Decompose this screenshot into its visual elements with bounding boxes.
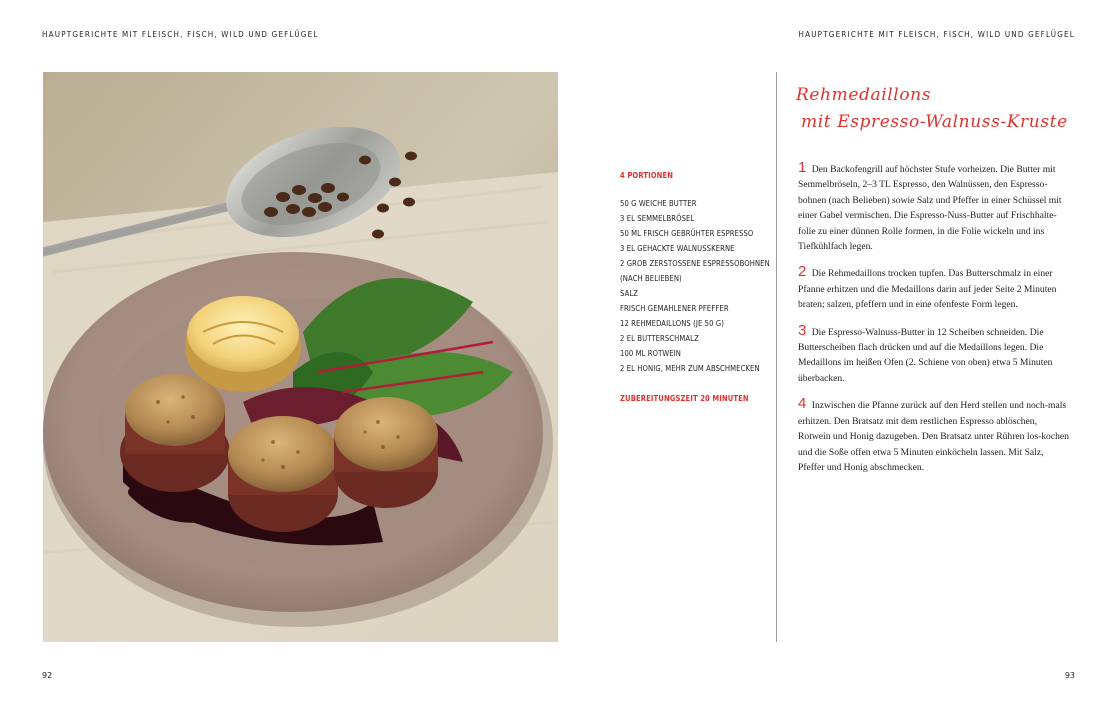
ingredient-item: 50 G WEICHE BUTTER <box>620 199 697 208</box>
ingredient-item: 3 EL SEMMELBRÖSEL <box>620 214 695 223</box>
ingredient-item: 2 GROB ZERSTOSSENE ESPRESSOBOHNEN <box>620 259 770 268</box>
ingredient-item: SALZ <box>620 289 639 298</box>
step-text: Inzwischen die Pfanne zurück auf den Herd stellen und noch-mals erhitzen. Den Bratsatz mit dem restlichen Espresso ablöschen, Rotwein und Honig dazugeben. Den Bratsatz unter Rühren los-kochen und die Soße offen etwa 5 Minuten einköcheln lassen. Mit Salz, Pfeffer und Honig abschmecken. <box>798 400 1069 473</box>
ingredient-item: 2 EL BUTTERSCHMALZ <box>620 334 699 343</box>
recipe-photo <box>43 72 558 642</box>
ingredient-item: (NACH BELIEBEN) <box>620 274 682 283</box>
prep-time: ZUBEREITUNGSZEIT 20 MINUTEN <box>620 394 749 403</box>
servings-label: 4 PORTIONEN <box>620 171 674 180</box>
column-divider <box>776 72 777 642</box>
step-number: 2 <box>798 263 807 281</box>
method-step <box>798 159 1070 254</box>
recipe-title-line2: mit Espresso-Walnuss-Kruste <box>801 112 1068 132</box>
ingredient-item: 2 EL HONIG, MEHR ZUM ABSCHMECKEN <box>620 364 760 373</box>
ingredient-list <box>620 196 770 376</box>
method-step <box>798 321 1070 387</box>
ingredients-panel <box>620 168 770 406</box>
page-number-right: 93 <box>1064 671 1075 680</box>
ingredient-item: 3 EL GEHACKTE WALNUSSKERNE <box>620 244 735 253</box>
method-step <box>798 263 1070 312</box>
step-number: 4 <box>798 395 807 413</box>
method-steps <box>798 159 1070 487</box>
step-number: 3 <box>798 321 807 339</box>
recipe-title <box>796 82 1096 136</box>
step-number: 1 <box>798 159 807 176</box>
method-step <box>798 395 1070 475</box>
running-head-right: HAUPTGERICHTE MIT FLEISCH, FISCH, WILD UND GEFLÜGEL <box>798 30 1075 39</box>
ingredient-item: 12 REHMEDAILLONS (JE 50 G) <box>620 319 725 328</box>
ingredient-item: FRISCH GEMAHLENER PFEFFER <box>620 304 729 313</box>
step-text: Den Backofengrill auf höchster Stufe vorheizen. Die Butter mit Semmelbröseln, 2–3 TL Espresso, den Walnüssen, den Espresso-bohnen (nach Belieben) sowie Salz und Pfeffer in einer Schüssel mit einer Gabel vermischen. Die Espresso-Nuss-Butter auf Frischhalte-folie zu einer dünnen Rolle formen, in die Folie wickeln und ins Tiefkühlfach legen. <box>798 164 1062 253</box>
step-text: Die Espresso-Walnuss-Butter in 12 Scheiben schneiden. Die Butterscheiben flach drücken und auf die Medaillons legen. Die Medaillons im heißen Ofen (2. Schiene von oben) etwa 5 Minuten überbacken. <box>798 326 1053 384</box>
ingredient-item: 100 ML ROTWEIN <box>620 349 681 358</box>
step-text: Die Rehmedaillons trocken tupfen. Das Butterschmalz in einer Pfanne erhitzen und die Medaillons darin auf jeder Seite 2 Minuten braten; salzen, pfeffern und in eine ofenfeste Form legen. <box>798 268 1057 311</box>
ingredient-item: 50 ML FRISCH GEBRÜHTER ESPRESSO <box>620 229 754 238</box>
page-number-left: 92 <box>42 671 53 680</box>
recipe-title-line1: Rehmedaillons <box>796 85 932 105</box>
running-head-left: HAUPTGERICHTE MIT FLEISCH, FISCH, WILD UND GEFLÜGEL <box>42 30 319 39</box>
